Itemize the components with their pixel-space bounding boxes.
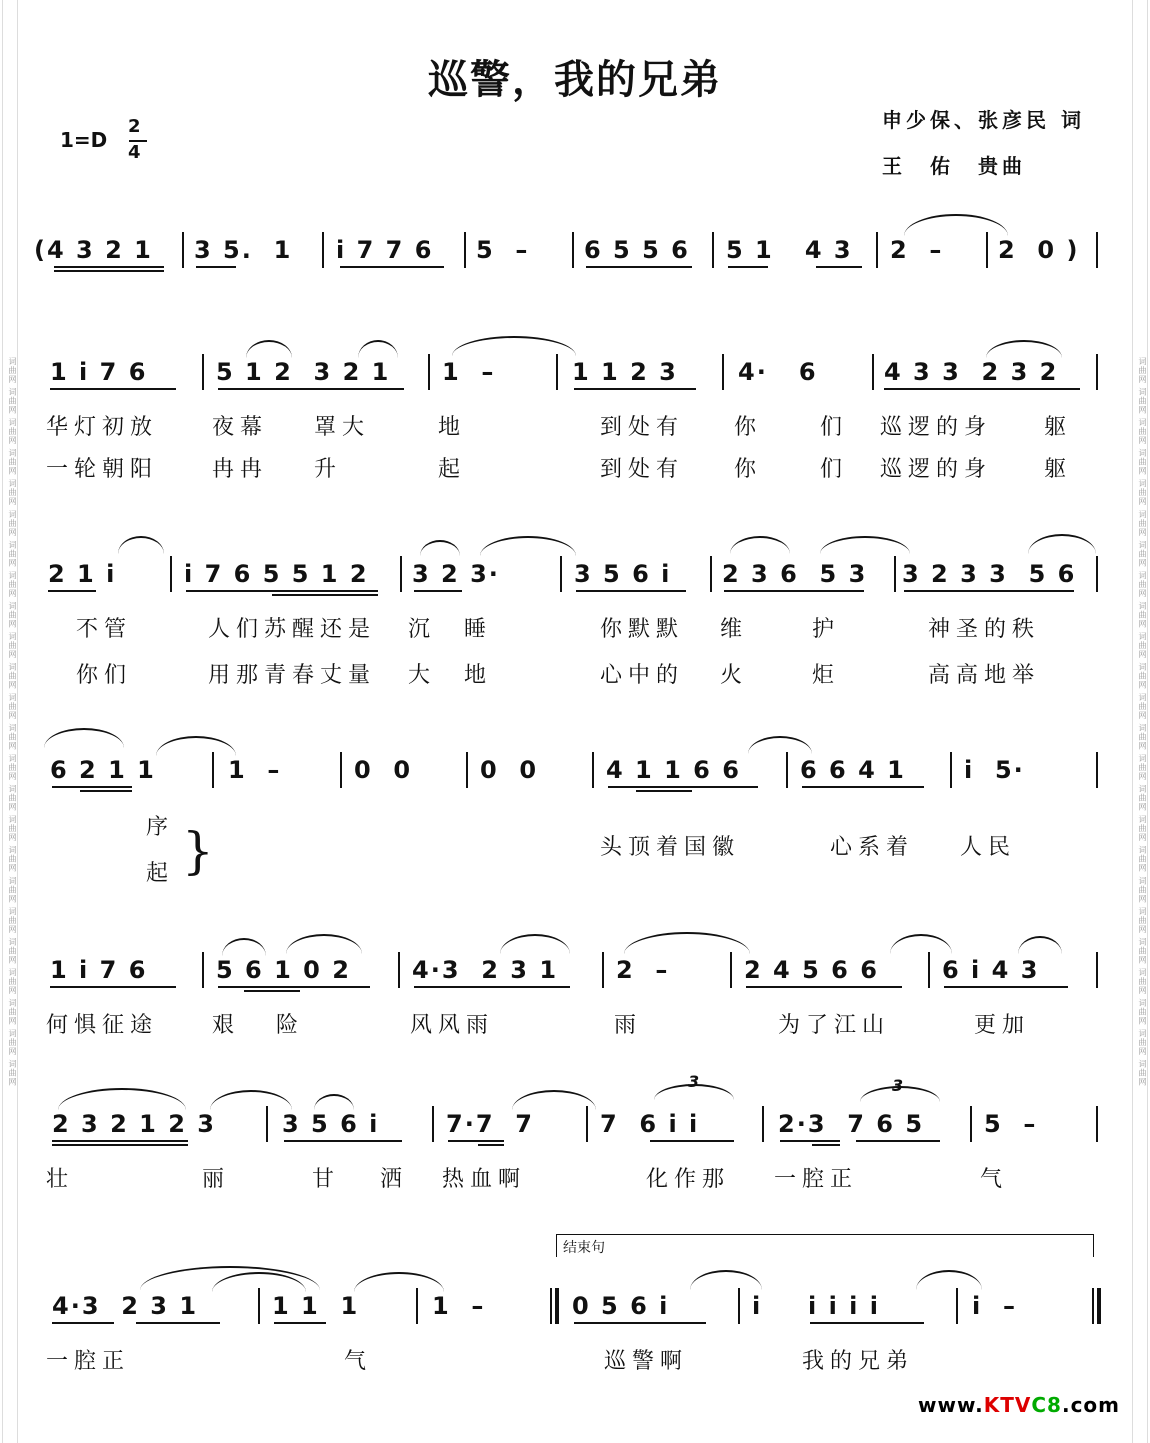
beam: [728, 266, 768, 268]
lyrics-verse-1: [0, 1344, 1150, 1374]
watermark-part: .com: [1061, 1393, 1121, 1417]
barline: [986, 232, 988, 268]
measure: 1 1 1: [272, 1292, 360, 1320]
repeat-barline: [550, 1288, 552, 1324]
lyric: 心中的: [600, 663, 685, 688]
barline: [556, 354, 558, 390]
meter-top: 2: [128, 116, 141, 137]
beam: [884, 388, 1080, 390]
watermark-part: KTV: [983, 1393, 1032, 1417]
barline: [340, 752, 342, 788]
lyric: 沉: [408, 617, 437, 642]
lyric: 头顶着国徽: [600, 835, 741, 860]
barline: [466, 752, 468, 788]
lyric: 躯: [1044, 415, 1073, 440]
lyric: 人民: [960, 835, 1017, 860]
lyric: 神圣的秩: [928, 617, 1041, 642]
slur-arc: [58, 1088, 186, 1110]
slur-arc: [890, 934, 952, 954]
tie-arc: [480, 536, 576, 556]
song-title: 巡警，我的兄弟: [428, 56, 722, 103]
measure: 2 3 2 1 2 3: [52, 1110, 216, 1138]
staff-row-7: [0, 1292, 1150, 1332]
measure: 6 5 5 6: [584, 236, 690, 264]
lyric: 艰: [212, 1013, 241, 1038]
lyric-prelude: 起: [146, 861, 175, 886]
beam: [136, 1322, 220, 1324]
measure: 0 0: [480, 756, 539, 784]
lyric: 热血啊: [442, 1167, 527, 1192]
lyric: 睡: [464, 617, 493, 642]
measure: 3 2 3·: [412, 560, 500, 588]
barline: [212, 752, 214, 788]
barline: [322, 232, 324, 268]
lyrics-verse-1: [0, 1008, 1150, 1038]
measure: 2·3 7 6 5: [778, 1110, 925, 1138]
barline: [762, 1106, 764, 1142]
beam: [724, 590, 864, 592]
barline: [722, 354, 724, 390]
measure: i –: [972, 1292, 1017, 1320]
tie-arc: [44, 728, 124, 748]
barline: [712, 232, 714, 268]
beam: [80, 790, 132, 792]
lyric: 一轮朝阳: [46, 457, 159, 482]
beam: [944, 986, 1068, 988]
measure: 4·3 2 3 1: [52, 1292, 199, 1320]
triplet-mark: 3: [688, 1072, 700, 1091]
tie-arc: [748, 736, 812, 754]
measure: 1 i 7 6: [50, 358, 148, 386]
beam: [218, 986, 370, 988]
beam: [414, 986, 570, 988]
staff-row-2: [0, 358, 1150, 398]
final-barline: [1097, 1288, 1101, 1324]
lyric: 维: [720, 617, 749, 642]
lyric: 风风雨: [410, 1013, 495, 1038]
barline: [950, 752, 952, 788]
lyric: 一腔正: [774, 1167, 859, 1192]
lyric: 丽: [202, 1167, 231, 1192]
lyric: 洒: [380, 1167, 409, 1192]
beam: [576, 590, 686, 592]
beam: [812, 1144, 840, 1146]
barline: [432, 1106, 434, 1142]
barline: [894, 556, 896, 592]
beam: [52, 1144, 188, 1146]
measure: 1 1 2 3: [572, 358, 678, 386]
measure: 4 3 3 2 3 2: [884, 358, 1059, 386]
beam: [244, 990, 300, 992]
barline: [266, 1106, 268, 1142]
lyrics-verse-2: [0, 452, 1150, 482]
measure: (4 3 2 1: [34, 236, 153, 264]
measure: 0 5 6 i: [572, 1292, 670, 1320]
lyric: 不管: [76, 617, 133, 642]
beam: [856, 1140, 940, 1142]
barline: [710, 556, 712, 592]
staff-row-1: [0, 236, 1150, 276]
side-watermark-left: 词曲网 词曲网 词曲网 词曲网 词曲网 词曲网 词曲网 词曲网 词曲网 词曲网 词曲网 词曲网 词曲网 词曲网 词曲网 词曲网 词曲网 词曲网 词曲网 词曲网 词曲网 词曲网 词曲网 词曲网: [2, 0, 18, 1443]
lyricist-credit: 申少保、张彦民 词: [882, 108, 1085, 132]
lyric: 何惧征途: [46, 1013, 159, 1038]
beam: [52, 1140, 188, 1142]
lyric: 们: [820, 415, 849, 440]
repeat-barline: [555, 1288, 559, 1324]
measure: 5 1 2 3 2 1: [216, 358, 391, 386]
barline: [730, 952, 732, 988]
barline: [1096, 232, 1098, 268]
slur-arc: [314, 1094, 354, 1110]
watermark-part: C8: [1031, 1393, 1062, 1417]
barline: [572, 232, 574, 268]
lyric: 升: [314, 457, 343, 482]
lyric: 化作那: [646, 1167, 731, 1192]
lyric: 气: [980, 1167, 1009, 1192]
measure: 3 5. 1: [194, 236, 293, 264]
beam: [608, 786, 758, 788]
tie-arc: [1028, 534, 1096, 554]
barline: [1096, 752, 1098, 788]
measure: 1 –: [442, 358, 496, 386]
slur-arc: [246, 340, 292, 358]
beam: [54, 270, 164, 272]
lyric: 你们: [76, 663, 133, 688]
composer-credit: 王 佑 贵曲: [882, 154, 1026, 178]
barline: [592, 752, 594, 788]
barline: [738, 1288, 740, 1324]
tie-arc: [210, 1090, 292, 1110]
lyric: 我的兄弟: [802, 1349, 915, 1374]
tie-arc: [354, 1272, 444, 1292]
side-watermark-right: 词曲网 词曲网 词曲网 词曲网 词曲网 词曲网 词曲网 词曲网 词曲网 词曲网 词曲网 词曲网 词曲网 词曲网 词曲网 词曲网 词曲网 词曲网 词曲网 词曲网 词曲网 词曲网 词曲网 词曲网: [1132, 0, 1148, 1443]
beam: [780, 1140, 840, 1142]
staff-row-3: [0, 560, 1150, 600]
brace: }: [182, 822, 214, 880]
beam: [448, 1140, 504, 1142]
beam: [650, 1140, 734, 1142]
measure: 2 4 5 6 6: [744, 956, 879, 984]
beam: [272, 594, 378, 596]
tie-arc: [452, 336, 576, 356]
beam: [746, 986, 902, 988]
lyric: 地: [464, 663, 493, 688]
barline: [876, 232, 878, 268]
measure: i i i i: [808, 1292, 880, 1320]
lyric: 到处有: [600, 415, 685, 440]
beam: [574, 388, 696, 390]
lyric: 华灯初放: [46, 415, 159, 440]
barline: [398, 952, 400, 988]
barline: [182, 232, 184, 268]
measure: 5 –: [476, 236, 530, 264]
tie-arc: [156, 736, 236, 756]
lyrics-verse-1: [0, 810, 1150, 860]
slur-arc: [358, 340, 398, 358]
lyric: 甘: [312, 1167, 341, 1192]
measure: 5 6 1 0 2: [216, 956, 351, 984]
measure: 5 –: [984, 1110, 1038, 1138]
barline: [428, 354, 430, 390]
lyrics-verse-2: [0, 658, 1150, 688]
slur-arc: [286, 934, 362, 954]
measure: 1 –: [228, 756, 282, 784]
measure: 2 3 6 5 3: [722, 560, 868, 588]
beam: [48, 590, 96, 592]
barline: [560, 556, 562, 592]
beam: [636, 790, 692, 792]
tie-arc: [624, 932, 750, 954]
lyric: 心系着: [830, 835, 915, 860]
beam: [904, 590, 1074, 592]
slur-arc: [118, 536, 164, 554]
beam: [52, 786, 132, 788]
lyric: 们: [820, 457, 849, 482]
lyric: 为了江山: [778, 1013, 891, 1038]
beam: [186, 590, 378, 592]
tie-arc: [916, 1270, 982, 1290]
lyric: 夜幕: [212, 415, 269, 440]
lyric-prelude: 序: [146, 815, 175, 840]
slur-arc: [420, 540, 460, 556]
barline: [1096, 354, 1098, 390]
lyric: 躯: [1044, 457, 1073, 482]
key-signature: 1=D: [60, 128, 108, 152]
lyric: 你: [734, 457, 763, 482]
barline: [1096, 1106, 1098, 1142]
triplet-mark: 3: [892, 1076, 904, 1095]
barline: [872, 354, 874, 390]
lyrics-verse-1: [0, 612, 1150, 642]
beam: [274, 1322, 326, 1324]
lyric: 气: [344, 1349, 373, 1374]
measure: 5 1 4 3: [726, 236, 853, 264]
slur-arc: [1018, 936, 1062, 954]
watermark-part: www.: [918, 1393, 984, 1417]
measure: 7·7 7: [446, 1110, 534, 1138]
ending-label: 结束句: [563, 1240, 605, 1256]
measure: i 7 6 5 5 1 2: [184, 560, 369, 588]
measure: i 5·: [964, 756, 1025, 784]
beam: [218, 388, 404, 390]
barline: [400, 556, 402, 592]
lyric: 用那青春丈量: [208, 663, 377, 688]
slur-arc: [986, 340, 1062, 358]
beam: [52, 1322, 114, 1324]
measure: 6 2 1 1: [50, 756, 156, 784]
measure: 1 i 7 6: [50, 956, 148, 984]
barline: [1096, 952, 1098, 988]
staff-row-4: [0, 756, 1150, 796]
beam: [50, 388, 176, 390]
barline: [258, 1288, 260, 1324]
barline: [970, 1106, 972, 1142]
lyric: 巡逻的身: [880, 457, 993, 482]
measure: 6 i 4 3: [942, 956, 1040, 984]
tie-arc: [904, 214, 1008, 236]
measure: 2 0 ): [998, 236, 1080, 264]
beam: [196, 266, 236, 268]
barline: [1096, 556, 1098, 592]
beam: [50, 986, 176, 988]
slur-arc: [500, 934, 570, 954]
slur-arc: [820, 536, 910, 554]
barline: [416, 1288, 418, 1324]
lyrics-verse-2: [0, 856, 1150, 886]
lyrics-verse-1: [0, 1162, 1150, 1192]
barline: [464, 232, 466, 268]
barline: [956, 1288, 958, 1324]
measure: i: [752, 1292, 763, 1320]
measure: i 7 7 6: [336, 236, 434, 264]
lyric: 险: [276, 1013, 305, 1038]
measure: 7 6 i i: [600, 1110, 700, 1138]
lyric: 大: [408, 663, 437, 688]
measure: 2 –: [616, 956, 670, 984]
measure: 2 1 i: [48, 560, 117, 588]
slur-arc: [730, 536, 790, 554]
measure: 3 5 6 i: [282, 1110, 380, 1138]
lyric: 雨: [614, 1013, 643, 1038]
beam: [574, 1322, 706, 1324]
beam: [586, 266, 692, 268]
lyric: 护: [812, 617, 841, 642]
tie-arc: [512, 1090, 596, 1110]
lyric: 地: [438, 415, 467, 440]
measure: 4· 6: [738, 358, 818, 386]
staff-row-5: [0, 956, 1150, 996]
lyric: 壮: [46, 1167, 75, 1192]
lyric: 你默默: [600, 617, 685, 642]
lyric: 一腔正: [46, 1349, 131, 1374]
measure: 4 1 1 6 6: [606, 756, 741, 784]
lyric: 到处有: [600, 457, 685, 482]
lyric: 巡逻的身: [880, 415, 993, 440]
measure: 3 2 3 3 5 6: [902, 560, 1077, 588]
lyric: 冉冉: [212, 457, 269, 482]
beam: [414, 590, 462, 592]
beam: [284, 1140, 402, 1142]
beam: [802, 786, 924, 788]
barline: [786, 752, 788, 788]
measure: 3 5 6 i: [574, 560, 672, 588]
site-watermark: [918, 1393, 1120, 1417]
meter-bottom: 4: [128, 142, 141, 163]
final-barline: [1092, 1288, 1094, 1324]
measure: 6 6 4 1: [800, 756, 906, 784]
measure: 4·3 2 3 1: [412, 956, 559, 984]
beam: [478, 1144, 504, 1146]
barline: [602, 952, 604, 988]
lyric: 高高地举: [928, 663, 1041, 688]
slur-arc: [222, 938, 266, 956]
beam: [340, 266, 444, 268]
lyric: 人们苏醒还是: [208, 617, 377, 642]
lyrics-verse-1: [0, 410, 1150, 440]
barline: [928, 952, 930, 988]
lyric: 炬: [812, 663, 841, 688]
measure: 0 0: [354, 756, 413, 784]
lyric: 巡警啊: [604, 1349, 689, 1374]
barline: [586, 1106, 588, 1142]
measure: 2 –: [890, 236, 944, 264]
measure: 1 –: [432, 1292, 486, 1320]
beam: [816, 266, 862, 268]
lyric: 你: [734, 415, 763, 440]
lyric: 火: [720, 663, 749, 688]
tie-arc: [690, 1270, 762, 1290]
lyric: 更加: [974, 1013, 1031, 1038]
barline: [202, 952, 204, 988]
barline: [202, 354, 204, 390]
lyric: 罩大: [314, 415, 371, 440]
ending-bracket: [556, 1234, 1094, 1257]
beam: [54, 266, 164, 268]
barline: [170, 556, 172, 592]
lyric: 起: [438, 457, 467, 482]
beam: [810, 1322, 924, 1324]
